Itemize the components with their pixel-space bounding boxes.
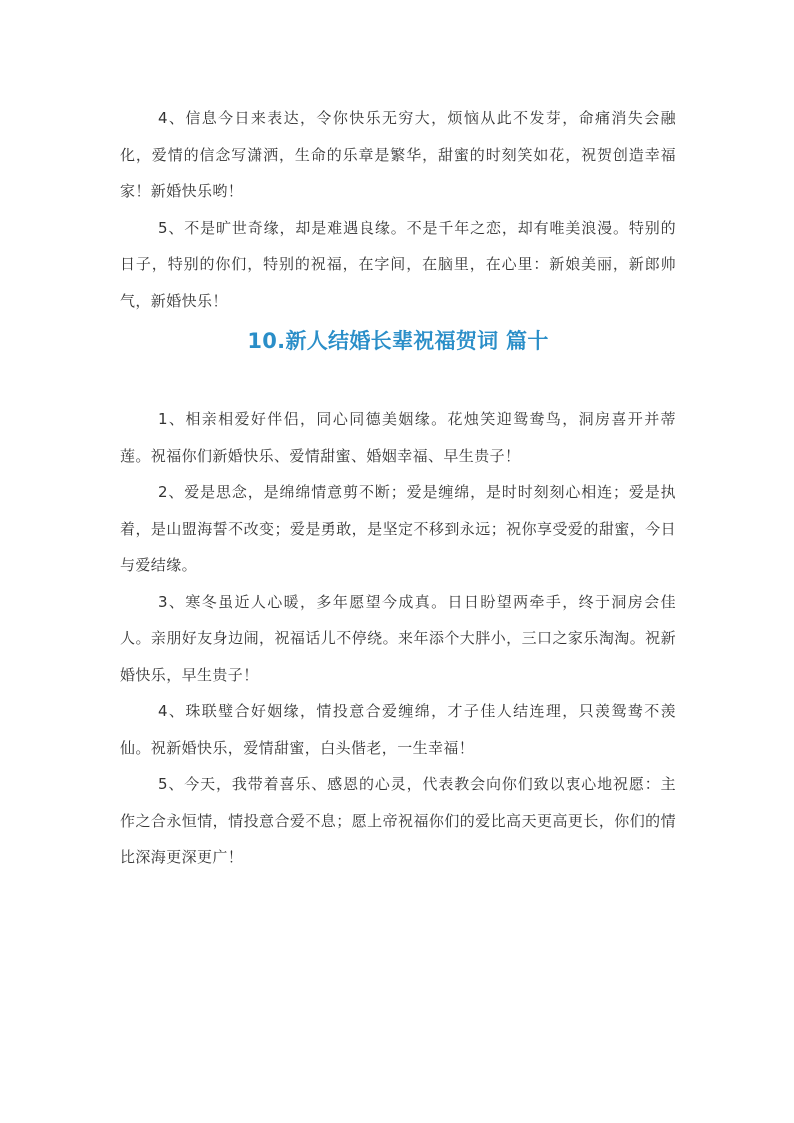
paragraph-5: 5、今天，我带着喜乐、感恩的心灵，代表教会向你们致以衷心地祝愿：主作之合永恒情，情投意合爱不息；愿上帝祝福你们的爱比高天更高更长，你们的情比深海更深更广！ xyxy=(120,775,676,866)
paragraph-2: 2、爱是思念，是绵绵情意剪不断；爱是缠绵，是时时刻刻心相连；爱是执着，是山盟海誓不改变；爱是勇敢，是坚定不移到永远；祝你享受爱的甜蜜，今日与爱结缘。 xyxy=(120,483,676,574)
heading-spacer xyxy=(120,361,676,401)
paragraph-3: 3、寒冬虽近人心暖，多年愿望今成真。日日盼望两牵手，终于洞房会佳人。亲朋好友身边闹，祝福话儿不停绕。来年添个大胖小，三口之家乐淘淘。祝新婚快乐，早生贵子！ xyxy=(120,592,676,684)
paragraph-1: 1、相亲相爱好伴侣，同心同德美姻缘。花烛笑迎鸳鸯鸟，洞房喜开并蒂莲。祝福你们新婚快乐、爱情甜蜜、婚姻幸福、早生贵子！ xyxy=(120,410,676,465)
paragraph-prev-5: 5、不是旷世奇缘，却是难遇良缘。不是千年之恋，却有唯美浪漫。特别的日子，特别的你们，特别的祝福，在字间，在脑里，在心里：新娘美丽，新郎帅气，新婚快乐！ xyxy=(120,218,676,310)
paragraph-4: 4、珠联璧合好姻缘，情投意合爱缠绵，才子佳人结连理，只羡鸳鸯不羡仙。祝新婚快乐，爱情甜蜜，白头偕老，一生幸福！ xyxy=(120,702,676,757)
section-heading: 10.新人结婚长辈祝福贺词 篇十 xyxy=(247,329,549,353)
paragraph-prev-4: 4、信息今日来表达，令你快乐无穷大，烦恼从此不发芽，命痛消失会融化，爱情的信念写潇洒，生命的乐章是繁华，甜蜜的时刻笑如花，祝贺创造幸福家！新婚快乐哟！ xyxy=(120,109,676,200)
document-body xyxy=(120,100,676,876)
